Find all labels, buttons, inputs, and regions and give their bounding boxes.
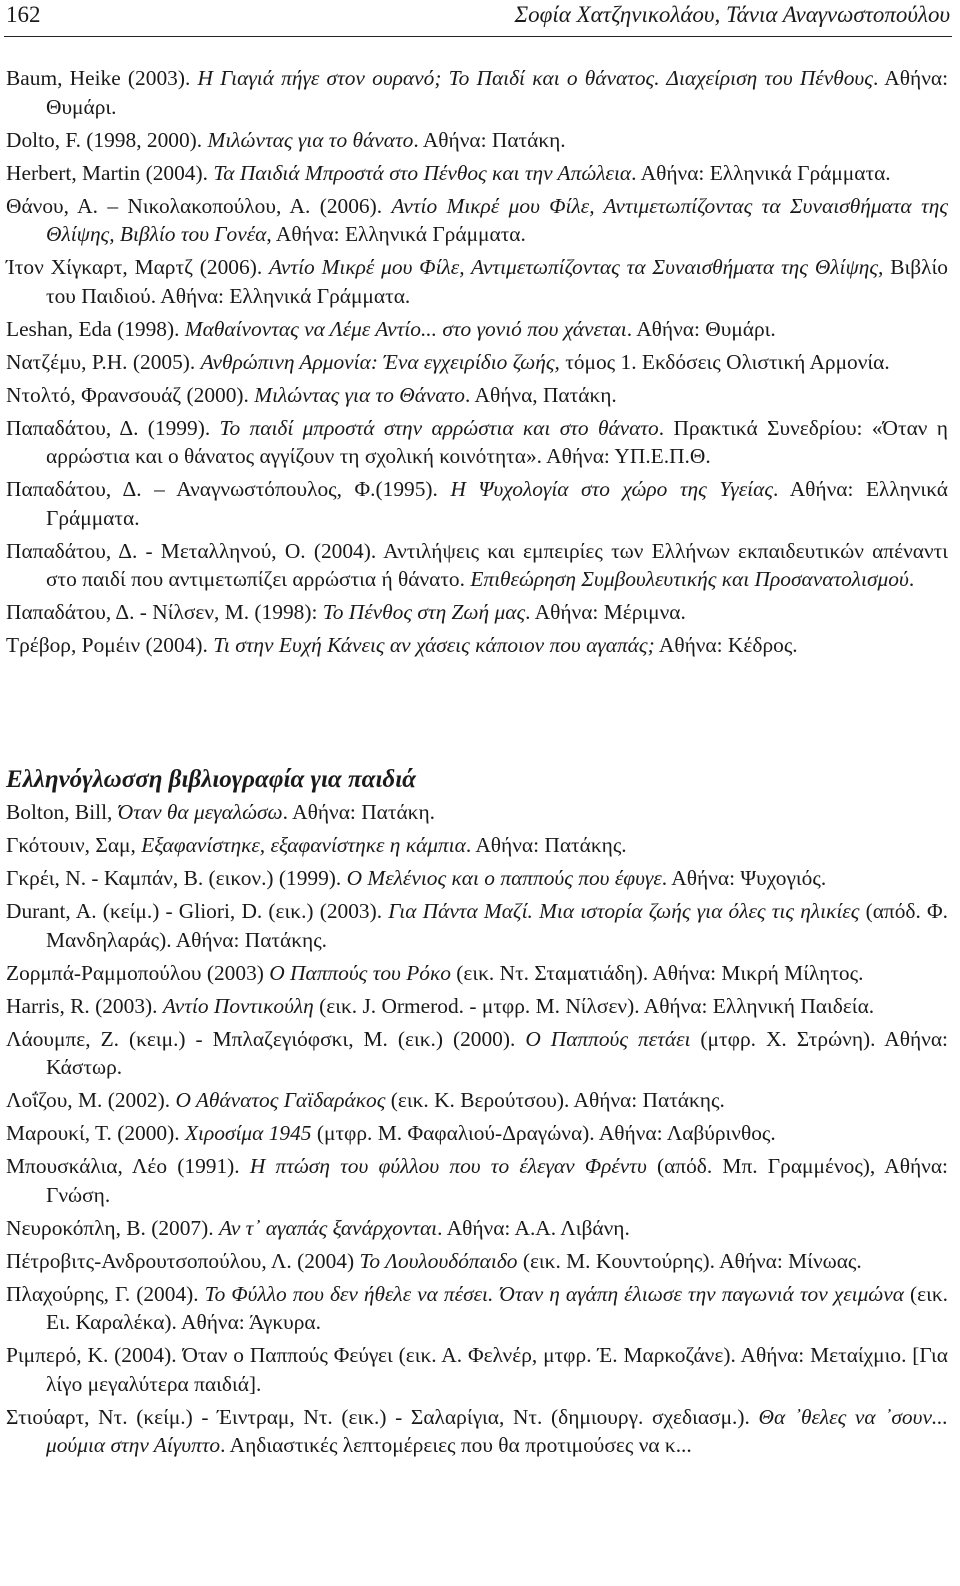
reference-entry [6,192,948,249]
reference-text: Όταν ο Παππούς Φεύγει (εικ. Α. Φελνέρ, μτφρ. Έ. Μαρκοζάνε). Αθήνα: Μεταίχμιο. [Για λίγο μεγαλύτερα παιδιά]. [46,1343,948,1396]
reference-title: Τα Παιδιά Μπροστά στο Πένθος και την Απώλεια [213,160,632,185]
reference-title: Μαθαίνοντας να Λέμε Αντίο... στο γονιό που χάνεται [184,316,627,341]
reference-text: . Αθήνα: Πατάκης. [465,832,627,857]
reference-entry [6,1247,948,1276]
reference-text: (μτφρ. Μ. Φαφαλιού-Δραγώνα). Αθήνα: Λαβύρινθος. [311,1121,776,1146]
reference-entry [6,631,948,660]
reference-entry [6,64,948,121]
reference-title: Ο Παππούς πετάει [525,1026,691,1051]
reference-entry [6,1119,948,1148]
page-number: 162 [6,2,41,27]
reference-title: Το Φύλλο που δεν ήθελε να πέσει. Όταν η αγάπη έλιωσε την παγωνιά τον χειμώνα [204,1281,904,1306]
reference-entry [6,798,948,827]
reference-title: Τι στην Ευχή Κάνεις αν χάσεις κάποιον που αγαπάς; [213,633,655,658]
reference-entry [6,897,948,954]
reference-entry [6,348,948,377]
reference-text: Νευροκόπλη, Β. (2007). [6,1215,219,1240]
header-rule [4,36,952,37]
reference-title: Αντίο Ποντικούλη [162,993,314,1018]
reference-title: Μιλώντας για το θάνατο [207,127,414,152]
reference-title: Αν τ᾽ αγαπάς ξανάρχονται [218,1215,438,1240]
reference-text: τόμος 1. Εκδόσεις Ολιστική Αρμονία. [559,349,890,374]
reference-text: (εικ. Κ. Βερούτσου). Αθήνα: Πατάκης. [385,1088,725,1113]
reference-entry [6,537,948,594]
reference-title: Ο Παππούς του Ρόκο [269,960,451,985]
reference-title: Αντίο Μικρέ μου Φίλε, Αντιμετωπίζοντας τα Συναισθήματα της Θλίψης, [269,255,884,280]
reference-title: Όταν θα μεγαλώσω [117,800,283,824]
reference-text: . Αθήνα: Πατάκη. [282,800,435,824]
reference-text: Ζορμπά-Ραμμοπούλου (2003) [6,960,270,985]
reference-title: Η πτώση του φύλλου που το έλεγαν Φρέντυ [249,1154,647,1179]
reference-title: Το παιδί μπροστά στην αρρώστια και στο θάνατο [219,415,659,440]
reference-title: Χιροσίμα 1945 [184,1121,312,1146]
reference-text: Harris, R. (2003). [6,993,163,1018]
reference-text: Γκρέι, Ν. - Καμπάν, Β. (εικον.) (1999). [6,865,347,890]
reference-text: . Αθήνα: Πατάκη. [413,127,566,152]
reference-text: . [908,567,915,592]
reference-title: Θα ᾽θελες να ᾽σουν... μούμια στην Αίγυπτο [46,1404,948,1458]
reference-entry [6,475,948,532]
reference-text: . Αθήνα: Θυμάρι. [46,66,949,119]
reference-text: Αθήνα: Κέδρος. [654,633,798,658]
reference-text: Leshan, Eda (1998). [6,316,185,341]
reference-text: Τρέβορ, Ρομέιν (2004). [6,633,214,658]
reference-text: Μπουσκάλια, Λέο (1991). [6,1154,250,1179]
reference-title: Εξαφανίστηκε, εξαφανίστηκε η κάμπια [141,832,466,857]
reference-title: Για Πάντα Μαζί. Μια ιστορία ζωής για όλες τις ηλικίες [388,898,860,923]
reference-text: (απόδ. Μπ. Γραμμένος), Αθήνα: Γνώση. [46,1154,948,1207]
reference-title: Η Ψυχολογία στο χώρο της Υγείας [450,477,773,502]
reference-text: Λάουμπε, Ζ. (κειμ.) - Μπλαζεγιόφσκι, Μ. (εικ.) (2000). [6,1026,526,1051]
reference-text: Παπαδάτου, Δ. – Αναγνωστόπουλος, Φ.(1995). [6,477,451,502]
reference-entry [6,1280,948,1337]
reference-entry [6,598,948,627]
reference-text: , Αθήνα: Ελληνικά Γράμματα. [266,222,526,247]
reference-text: . Αθήνα: Ελληνικά Γράμματα. [631,160,891,185]
reference-text: . Αθήνα: Μέριμνα. [525,600,686,625]
reference-entry [6,414,948,471]
reference-title: Αντίο Μικρέ μου Φίλε, Αντιμετωπίζοντας τα Συναισθήματα της Θλίψης, Βιβλίο του Γονέα [46,193,948,247]
reference-text: Μαρουκί, Τ. (2000). [6,1121,185,1146]
reference-text: Bolton, Bill, [6,800,118,824]
reference-title: Το Πένθος στη Ζωή μας [322,600,526,625]
reference-text: . Πρακτικά Συνεδρίου: «Όταν η αρρώστια και ο θάνατος αγγίζουν τη σχολική κοινότητα». Αθήνα: ΥΠ.Ε.Π.Θ. [46,415,948,469]
reference-text: (απόδ. Φ. Μανδηλαράς). Αθήνα: Πατάκης. [46,898,949,952]
reference-text: Γκότουιν, Σαμ, [6,832,142,857]
reference-text: Λοΐζου, Μ. (2002). [6,1088,176,1113]
reference-entry [6,992,948,1021]
reference-text: Dolto, F. (1998, 2000). [6,127,208,152]
reference-text: Πλαχούρης, Γ. (2004). [6,1281,205,1306]
reference-text: . Αθήνα: Θυμάρι. [626,316,776,341]
reference-text: . Αηδιαστικές λεπτομέρειες που θα προτιμούσες να κ... [220,1433,692,1458]
reference-entry [6,1025,948,1082]
reference-text: (εικ. Μ. Κουντούρης). Αθήνα: Μίνωας. [517,1248,862,1273]
reference-entry [6,959,948,988]
reference-entry [6,1152,948,1209]
reference-text: Παπαδάτου, Δ. - Μεταλληνού, Ο. (2004). Αντιλήψεις και εμπειρίες των Ελλήνων εκπαιδευτικών απέναντι στο παιδί που αντιμετωπίζει αρρώστια ή θάνατο. [6,538,948,592]
reference-text: Νατζέμυ, Ρ.Η. (2005). [6,349,201,374]
reference-entry [6,159,948,188]
reference-title: Ο Αθάνατος Γαϊδαράκος [175,1088,386,1113]
reference-text: Πέτροβιτς-Ανδρουτσοπούλου, Λ. (2004) [6,1248,360,1273]
reference-text: (εικ. Ει. Καραλέκα). Αθήνα: Άγκυρα. [46,1281,948,1335]
reference-entry [6,126,948,155]
reference-text: Durant, A. (κείμ.) - Gliori, D. (εικ.) (2003). [6,898,389,923]
reference-text: (εικ. J. Ormerod. - μτφρ. Μ. Νίλσεν). Αθήνα: Ελληνική Παιδεία. [313,993,875,1018]
running-title: Σοφία Χατζηνικολάου, Τάνια Αναγνωστοπούλου [514,2,950,27]
reference-text: . Αθήνα: Ελληνικά Γράμματα. [46,477,948,530]
reference-entry [6,1341,948,1398]
reference-text: . Αθήνα: Ψυχογιός. [661,865,827,890]
reference-text: Παπαδάτου, Δ. (1999). [6,415,220,440]
reference-text: Βιβλίο του Παιδιού. Αθήνα: Ελληνικά Γράμματα. [46,255,949,308]
page-header [6,0,950,34]
reference-text: Herbert, Martin (2004). [6,160,214,185]
reference-entry [6,381,948,410]
reference-text: Θάνου, Α. – Νικολακοπούλου, Α. (2006). [6,193,392,218]
reference-text: . Αθήνα: Α.Α. Λιβάνη. [437,1215,630,1240]
reference-title: Ο Μελένιος και ο παππούς που έφυγε [346,865,662,890]
reference-text: . Αθήνα, Πατάκη. [465,382,617,407]
reference-entry [6,315,948,344]
reference-list [6,64,948,664]
reference-entry [6,864,948,893]
section-title: Ελληνόγλωσση βιβλιογραφία για παιδιά [6,766,416,793]
children-reference-list [6,798,948,1464]
reference-text: Παπαδάτου, Δ. - Νίλσεν, Μ. (1998): [6,600,323,625]
reference-entry [6,831,948,860]
reference-title: Μιλώντας για το Θάνατο [254,382,466,407]
reference-title: Ανθρώπινη Αρμονία: Ένα εγχειρίδιο ζωής, [200,349,560,374]
reference-text: (μτφρ. Χ. Στρώνη). Αθήνα: Κάστωρ. [46,1026,948,1080]
reference-text: Baum, Heike (2003). [6,66,198,90]
reference-text: Ντολτό, Φρανσουάζ (2000). [6,382,255,407]
reference-title: Επιθεώρηση Συμβουλευτικής και Προσανατολισμού [470,567,909,592]
reference-title: Το Λουλουδόπαιδο [359,1248,518,1273]
reference-title: Η Γιαγιά πήγε στον ουρανό; Το Παιδί και ο θάνατος. Διαχείριση του Πένθους [197,66,873,90]
reference-entry [6,253,948,310]
reference-text: Στιούαρτ, Ντ. (κείμ.) - Έιντραμ, Ντ. (εικ.) - Σαλαρίγια, Ντ. (δημιουργ. σχεδιασμ.). [6,1404,759,1429]
reference-entry [6,1214,948,1243]
reference-text: Ίτον Χίγκαρτ, Μαρτζ (2006). [6,255,270,280]
reference-text: Ριμπερό, Κ. (2004). [6,1343,183,1368]
reference-text: (εικ. Ντ. Σταματιάδη). Αθήνα: Μικρή Μίλητος. [450,960,864,985]
reference-entry [6,1086,948,1115]
reference-entry [6,1403,948,1460]
